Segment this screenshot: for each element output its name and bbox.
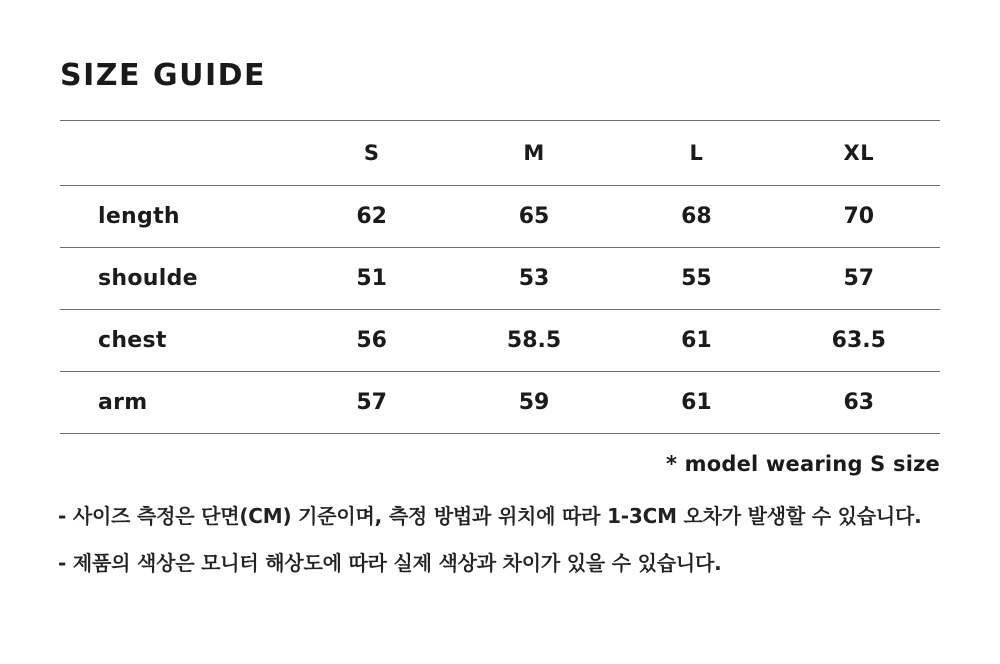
row-label-length: length (60, 186, 291, 248)
row-label-arm: arm (60, 372, 291, 434)
notes-section (58, 503, 958, 597)
size-chart-table (60, 120, 940, 434)
cell-arm-s: 57 (291, 372, 453, 434)
table-body (60, 186, 940, 434)
model-size-note: * model wearing S size (665, 452, 940, 476)
cell-arm-l: 61 (615, 372, 777, 434)
column-header-xl: XL (778, 121, 940, 186)
table-header (60, 121, 940, 186)
cell-length-l: 68 (615, 186, 777, 248)
row-label-shoulder: shoulde (60, 248, 291, 310)
cell-shoulder-s: 51 (291, 248, 453, 310)
cell-length-xl: 70 (778, 186, 940, 248)
table-corner-cell (60, 121, 291, 186)
table-row (60, 248, 940, 310)
row-label-chest: chest (60, 310, 291, 372)
cell-chest-xl: 63.5 (778, 310, 940, 372)
cell-shoulder-l: 55 (615, 248, 777, 310)
cell-chest-m: 58.5 (453, 310, 615, 372)
cell-chest-s: 56 (291, 310, 453, 372)
cell-length-s: 62 (291, 186, 453, 248)
column-header-s: S (291, 121, 453, 186)
table-row (60, 310, 940, 372)
table-row (60, 186, 940, 248)
cell-arm-m: 59 (453, 372, 615, 434)
note-color: - 제품의 색상은 모니터 해상도에 따라 실제 색상과 차이가 있을 수 있습니다. (58, 551, 722, 575)
cell-arm-xl: 63 (778, 372, 940, 434)
cell-shoulder-m: 53 (453, 248, 615, 310)
page-title: SIZE GUIDE (60, 58, 267, 93)
cell-length-m: 65 (453, 186, 615, 248)
note-measurement: - 사이즈 측정은 단면(CM) 기준이며, 측정 방법과 위치에 따라 1-3CM 오차가 발생할 수 있습니다. (58, 504, 922, 528)
cell-chest-l: 61 (615, 310, 777, 372)
cell-shoulder-xl: 57 (778, 248, 940, 310)
table-header-row (60, 121, 940, 186)
table-row (60, 372, 940, 434)
column-header-l: L (615, 121, 777, 186)
column-header-m: M (453, 121, 615, 186)
